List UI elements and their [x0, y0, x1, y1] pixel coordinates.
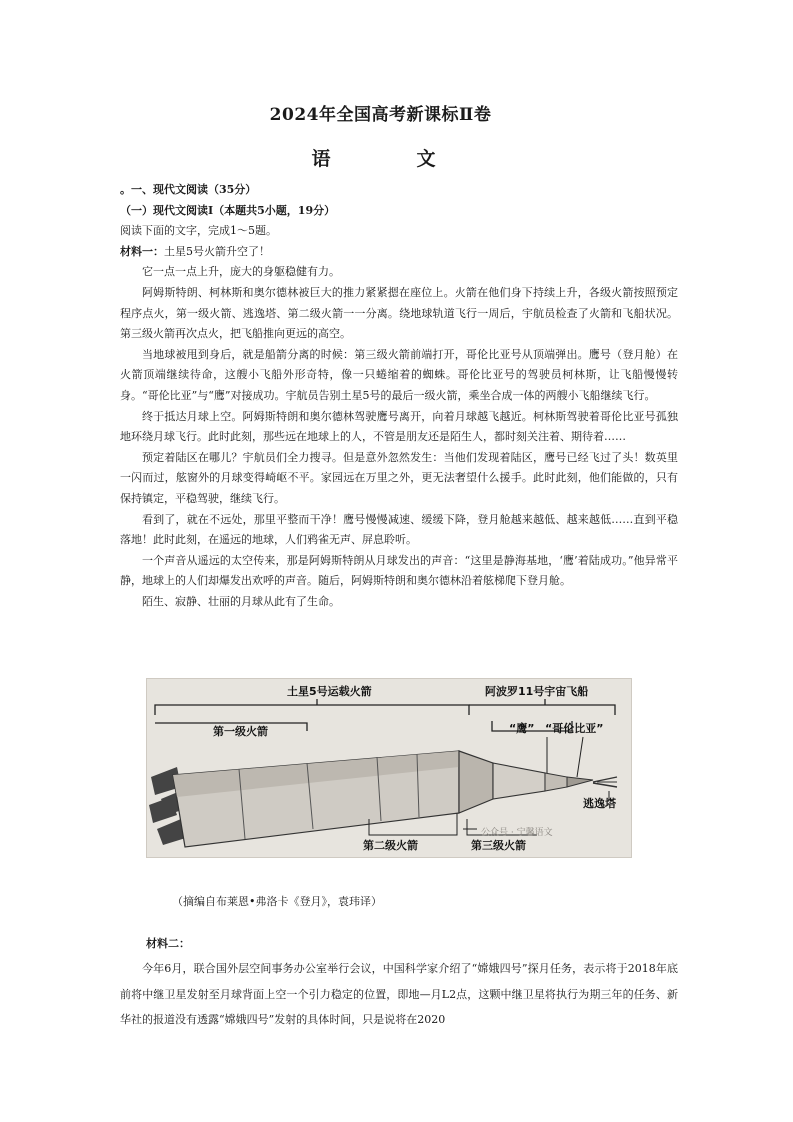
label-eagle: “鹰” — [509, 722, 535, 735]
paragraph: 当地球被甩到身后，就是船箭分离的时候：第三级火箭前端打开，哥伦比亚号从顶端弹出。鹰号（登月舱）在火箭顶端继续待命，这艘小飞船外形奇特，像一只蜷缩着的蜘蛛。哥伦比亚号的驾驶员柯林斯，让飞船慢慢转身。“哥伦比亚”与“鹰”对接成功。宇航员告别土星5号的最后一级火箭，乘坐合成一体的两艘小飞船继续飞行。 — [120, 347, 678, 402]
paragraph: 看到了，就在不远处，那里平整而干净！鹰号慢慢减速、缓缓下降，登月舱越来越低、越来越低……直到平稳落地！此时此刻，在遥远的地球，人们鸦雀无声、屏息聆听。 — [120, 512, 678, 547]
label-saturn: 土星5号运载火箭 — [287, 685, 372, 698]
material2-label: 材料二： — [146, 937, 190, 950]
paragraph: 预定着陆区在哪儿？宇航员们全力搜寻。但是意外忽然发生：当他们发现着陆区，鹰号已经飞过了头！数英里一闪而过，舷窗外的月球变得崎岖不平。家园远在万里之外，更无法奢望什么援手。此时此刻，他们能做的，只有保持镇定，平稳驾驶，继续飞行。 — [120, 450, 678, 505]
rocket-diagram — [147, 679, 631, 857]
material1-label: 材料一： — [120, 244, 164, 258]
rocket-figure — [146, 678, 632, 858]
paragraph: 阿姆斯特朗、柯林斯和奥尔德林被巨大的推力紧紧摁在座位上。火箭在他们身下持续上升，各级火箭按照预定程序点火，第一级火箭、逃逸塔、第二级火箭一一分离。绕地球轨道飞行一周后，宇航员检查了火箭和飞船状况。第三级火箭再次点火，把飞船推向更远的高空。 — [120, 285, 678, 341]
material1-first-line-text: 土星5号火箭升空了！ — [164, 244, 270, 258]
label-stage3: 第三级火箭 — [471, 839, 526, 852]
watermark-text: 公众号 · 宁馨语文 — [481, 828, 553, 838]
label-stage1: 第一级火箭 — [213, 725, 268, 738]
section-heading: 。一、现代文阅读（35分） — [120, 183, 257, 196]
exam-title: 2024年全国高考新课标Ⅱ卷 — [269, 105, 492, 125]
material2-section — [120, 931, 678, 1032]
section-subheading: （一）现代文阅读Ⅰ（本题共5小题，19分） — [120, 203, 336, 217]
instruction-text: 阅读下面的文字，完成1～5题。 — [120, 224, 277, 238]
paragraph: 一个声音从遥远的太空传来，那是阿姆斯特朗从月球发出的声音：“这里是静海基地，‘鹰’着陆成功。”他异常平静，地球上的人们却爆发出欢呼的声音。随后，阿姆斯特朗和奥尔德林沿着舷梯爬下登月舱。 — [120, 553, 678, 588]
label-escape-tower: 逃逸塔 — [583, 797, 616, 810]
paragraph: 终于抵达月球上空。阿姆斯特朗和奥尔德林驾驶鹰号离开，向着月球越飞越近。柯林斯驾驶着哥伦比亚号孤独地环绕月球飞行。此时此刻，那些远在地球上的人，不管是朋友还是陌生人，都时刻关注着、期待着…… — [120, 409, 678, 444]
material1-first-line — [120, 242, 678, 263]
reading-section — [120, 180, 678, 612]
paragraph: 陌生、寂静、壮丽的月球从此有了生命。 — [142, 594, 340, 608]
label-apollo: 阿波罗11号宇宙飞船 — [485, 685, 589, 698]
label-columbia: “哥伦比亚” — [545, 722, 604, 735]
figure-caption: （摘编自布莱恩•弗洛卡《登月》，袁玮译） — [172, 895, 382, 908]
label-stage2: 第二级火箭 — [363, 839, 418, 852]
paragraph: 今年6月，联合国外层空间事务办公室举行会议，中国科学家介绍了“嫦娥四号”探月任务，表示将于2018年底前将中继卫星发射至月球背面上空一个引力稳定的位置，即地—月L2点，这颗中继卫星将执行为期三年的任务、新华社的报道没有透露“嫦娥四号”发射的具体时间，只是说将在2020 — [120, 962, 678, 1026]
paragraph: 它一点一点上升，庞大的身躯稳健有力。 — [142, 265, 340, 279]
subject-title: 语文 — [311, 148, 522, 170]
